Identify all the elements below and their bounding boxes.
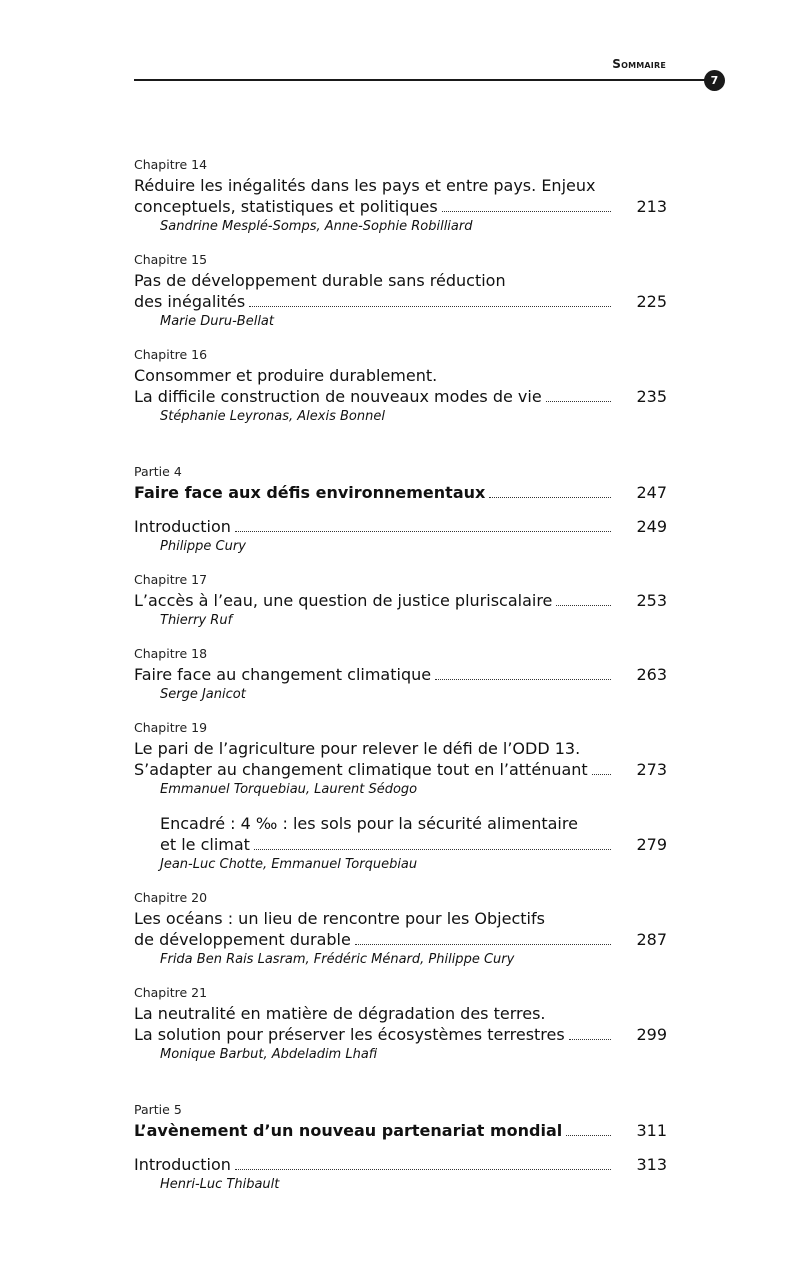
chapter-label: Chapitre 17	[134, 572, 208, 587]
page-ref: 287	[636, 930, 667, 949]
toc-entry-box-19[interactable]	[134, 813, 667, 875]
page-ref: 299	[636, 1025, 667, 1044]
introduction-title: Introduction	[134, 1155, 231, 1174]
chapter-title-line: Le pari de l’agriculture pour relever le défi de l’ODD 13.	[134, 739, 581, 758]
chapter-title-line: Pas de développement durable sans réduction	[134, 271, 506, 290]
dot-leader	[235, 1169, 611, 1170]
dot-leader	[435, 679, 611, 680]
toc-entry-chapter-20[interactable]	[134, 888, 667, 970]
dot-leader	[249, 306, 611, 307]
chapter-authors: Serge Janicot	[160, 687, 246, 702]
dot-leader	[592, 774, 611, 775]
chapter-authors: Thierry Ruf	[160, 613, 233, 628]
chapter-title-line: de développement durable	[134, 930, 351, 949]
chapter-title-line: conceptuels, statistiques et politiques	[134, 197, 438, 216]
chapter-title-line: La solution pour préserver les écosystèmes terrestres	[134, 1025, 565, 1044]
toc-entry-part-5[interactable]	[134, 1100, 667, 1141]
chapter-label: Chapitre 18	[134, 646, 208, 661]
chapter-authors: Frida Ben Rais Lasram, Frédéric Ménard, Philippe Cury	[160, 952, 515, 967]
introduction-title: Introduction	[134, 517, 231, 536]
dot-leader	[442, 211, 611, 212]
part-title: L’avènement d’un nouveau partenariat mondial	[134, 1121, 563, 1140]
chapter-label: Chapitre 20	[134, 890, 208, 905]
introduction-authors: Henri-Luc Thibault	[160, 1177, 280, 1192]
chapter-title-line: Faire face au changement climatique	[134, 665, 432, 684]
dot-leader	[546, 401, 611, 402]
chapter-label: Chapitre 19	[134, 720, 208, 735]
box-authors: Jean-Luc Chotte, Emmanuel Torquebiau	[160, 857, 418, 872]
chapter-title-line: Consommer et produire durablement.	[134, 366, 438, 385]
chapter-label: Chapitre 16	[134, 347, 208, 362]
dot-leader	[556, 605, 611, 606]
chapter-title-line: S’adapter au changement climatique tout en l’atténuant	[134, 760, 588, 779]
page-ref: 313	[636, 1155, 667, 1174]
box-title-line: et le climat	[160, 835, 250, 854]
toc-entry-introduction-5[interactable]	[134, 1154, 667, 1195]
chapter-authors: Stéphanie Leyronas, Alexis Bonnel	[160, 409, 385, 424]
toc-entry-part-4[interactable]	[134, 462, 667, 503]
dot-leader	[489, 497, 611, 498]
page-ref: 213	[636, 197, 667, 216]
toc-entry-chapter-16[interactable]	[134, 345, 667, 427]
toc-entry-chapter-21[interactable]	[134, 983, 667, 1065]
page-ref: 263	[636, 665, 667, 684]
introduction-authors: Philippe Cury	[160, 539, 246, 554]
chapter-label: Chapitre 14	[134, 157, 208, 172]
header-rule	[134, 79, 718, 81]
part-title: Faire face aux défis environnementaux	[134, 483, 486, 502]
page-ref: 225	[636, 292, 667, 311]
chapter-title-line: Réduire les inégalités dans les pays et entre pays. Enjeux	[134, 176, 596, 195]
dot-leader	[566, 1135, 611, 1136]
chapter-title-line: La neutralité en matière de dégradation des terres.	[134, 1004, 546, 1023]
dot-leader	[254, 849, 611, 850]
box-title-line: Encadré : 4 ‰ : les sols pour la sécurité alimentaire	[160, 814, 578, 833]
toc-entry-chapter-17[interactable]	[134, 570, 667, 631]
page-ref: 247	[636, 483, 667, 502]
chapter-title-line: Les océans : un lieu de rencontre pour les Objectifs	[134, 909, 545, 928]
chapter-title-line: La difficile construction de nouveaux modes de vie	[134, 387, 542, 406]
page-ref: 279	[636, 835, 667, 854]
part-label: Partie 5	[134, 1102, 182, 1117]
page-ref: 249	[636, 517, 667, 536]
chapter-authors: Sandrine Mesplé-Somps, Anne-Sophie Robilliard	[160, 219, 473, 234]
chapter-authors: Monique Barbut, Abdeladim Lhafi	[160, 1047, 378, 1062]
chapter-authors: Emmanuel Torquebiau, Laurent Sédogo	[160, 782, 418, 797]
toc-entry-chapter-19[interactable]	[134, 718, 667, 800]
dot-leader	[235, 531, 611, 532]
part-label: Partie 4	[134, 464, 182, 479]
chapter-title-line: L’accès à l’eau, une question de justice pluriscalaire	[134, 591, 553, 610]
chapter-authors: Marie Duru-Bellat	[160, 314, 274, 329]
dot-leader	[355, 944, 611, 945]
page-ref: 311	[636, 1121, 667, 1140]
dot-leader	[569, 1039, 611, 1040]
toc-entry-chapter-14[interactable]	[134, 155, 667, 237]
chapter-title-line: des inégalités	[134, 292, 246, 311]
chapter-label: Chapitre 21	[134, 985, 208, 1000]
running-header: Sommaire	[612, 57, 666, 71]
page-ref: 273	[636, 760, 667, 779]
toc-entry-chapter-18[interactable]	[134, 644, 667, 705]
table-of-contents	[134, 155, 667, 1208]
page-ref: 235	[636, 387, 667, 406]
chapter-label: Chapitre 15	[134, 252, 208, 267]
toc-entry-chapter-15[interactable]	[134, 250, 667, 332]
toc-entry-introduction-4[interactable]	[134, 516, 667, 557]
page-number-badge: 7	[704, 70, 725, 91]
page-ref: 253	[636, 591, 667, 610]
